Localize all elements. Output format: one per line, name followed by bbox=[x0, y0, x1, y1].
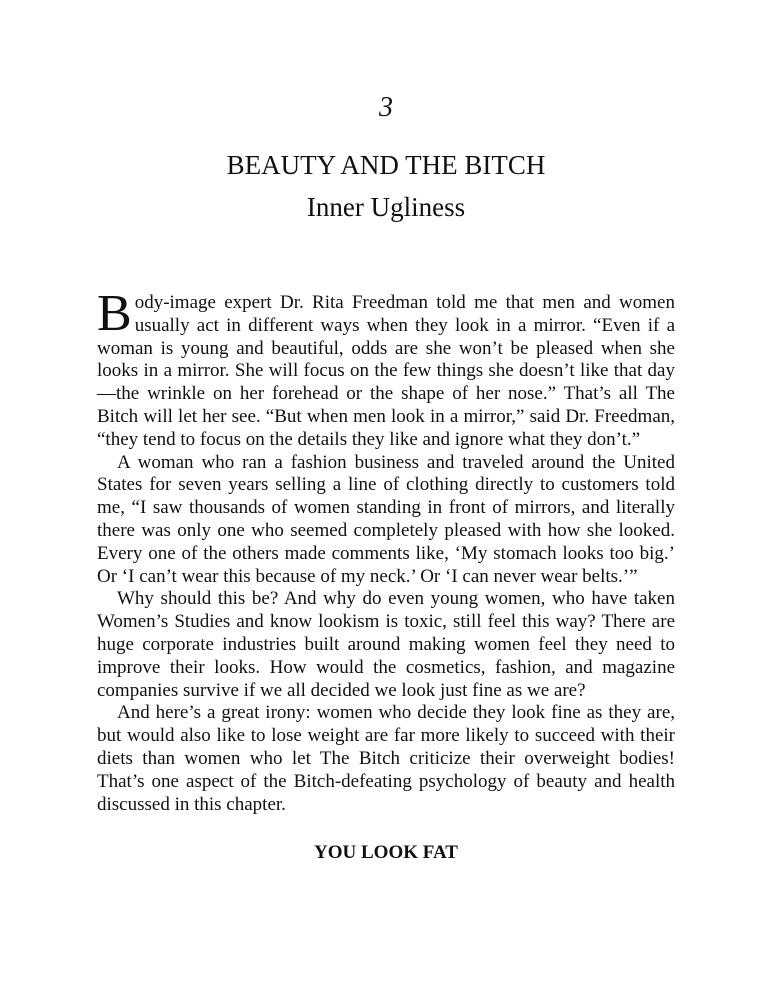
body-paragraph-3: Why should this be? And why do even young women, who have taken Women’s Studies and know lookism is toxic, still feel this way? There are huge corporate industries built around making women feel they need to improve their looks. How would the cosmetics, fashion, and magazine companies survive if we all decided we look just fine as we are? bbox=[97, 588, 675, 701]
drop-cap: B bbox=[97, 285, 132, 342]
chapter-number: 3 bbox=[379, 92, 393, 123]
body-paragraph-4: And here’s a great irony: women who decide they look fine as they are, but would also like to lose weight are far more likely to succeed with their diets than women who let The Bitch criticize their overweight bodies! That’s one aspect of the Bitch-defeating psychology of beauty and health discussed in this chapter. bbox=[97, 702, 675, 815]
chapter-subtitle: Inner Ugliness bbox=[306, 192, 466, 222]
chapter-title: BEAUTY AND THE BITCH bbox=[226, 150, 546, 180]
section-heading: YOU LOOK FAT bbox=[314, 842, 458, 863]
chapter-body bbox=[97, 285, 675, 816]
body-paragraph-1 bbox=[97, 285, 675, 452]
paragraph-text: ody-image expert Dr. Rita Freedman told me that men and women usually act in different ways when they look in a mirror. “Even if a woman is young and beautiful, odds are she won’t be pleased when she looks in a mirror. She will focus on the few things she doesn’t like that day —the wrinkle on her forehead or the shape of her nose.” That’s all The Bitch will let her see. “But when men look in a mirror,” said Dr. Freedman, “they tend to focus on the details they like and ignore what they don’t.” bbox=[97, 292, 675, 450]
body-paragraph-2: A woman who ran a fashion business and traveled around the United States for seven years selling a line of clothing directly to customers told me, “I saw thousands of women standing in front of mirrors, and literally there was only one who seemed completely pleased with how she looked. Every one of the others made comments like, ‘My stomach looks too big.’ Or ‘I can’t wear this because of my neck.’ Or ‘I can never wear belts.’” bbox=[97, 451, 675, 587]
